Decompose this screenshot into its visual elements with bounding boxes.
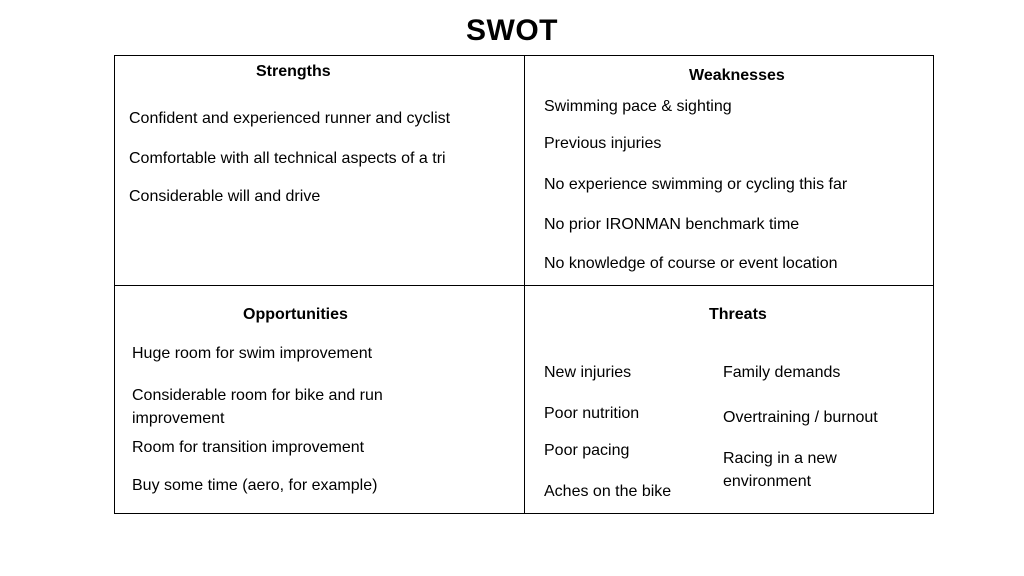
threat-item: Aches on the bike [544, 483, 672, 500]
threat-item: Overtraining / burnout [723, 409, 878, 426]
threat-item: New injuries [544, 364, 632, 381]
strengths-heading: Strengths [256, 63, 331, 80]
opportunity-item: improvement [132, 410, 225, 427]
threat-item: Poor nutrition [544, 405, 640, 422]
weaknesses-heading: Weaknesses [689, 67, 785, 84]
strength-item: Confident and experienced runner and cyclist [129, 110, 451, 127]
threat-item: Family demands [723, 364, 841, 381]
weakness-item: No prior IRONMAN benchmark time [544, 216, 800, 233]
threat-item: Poor pacing [544, 442, 630, 459]
strength-item: Comfortable with all technical aspects of a tri [129, 150, 446, 167]
swot-grid [114, 55, 934, 514]
opportunity-item: Buy some time (aero, for example) [132, 477, 378, 494]
page-title: SWOT [466, 14, 558, 47]
opportunity-item: Room for transition improvement [132, 439, 365, 456]
horizontal-divider [115, 285, 933, 286]
threats-heading: Threats [709, 306, 767, 323]
opportunity-item: Considerable room for bike and run [132, 387, 383, 404]
weakness-item: No experience swimming or cycling this far [544, 176, 848, 193]
weakness-item: Previous injuries [544, 135, 662, 152]
opportunity-item: Huge room for swim improvement [132, 345, 373, 362]
weakness-item: Swimming pace & sighting [544, 98, 732, 115]
strength-item: Considerable will and drive [129, 188, 321, 205]
weakness-item: No knowledge of course or event location [544, 255, 838, 272]
opportunities-heading: Opportunities [243, 306, 348, 323]
threat-item: Racing in a new [723, 450, 837, 467]
threat-item: environment [723, 473, 812, 490]
